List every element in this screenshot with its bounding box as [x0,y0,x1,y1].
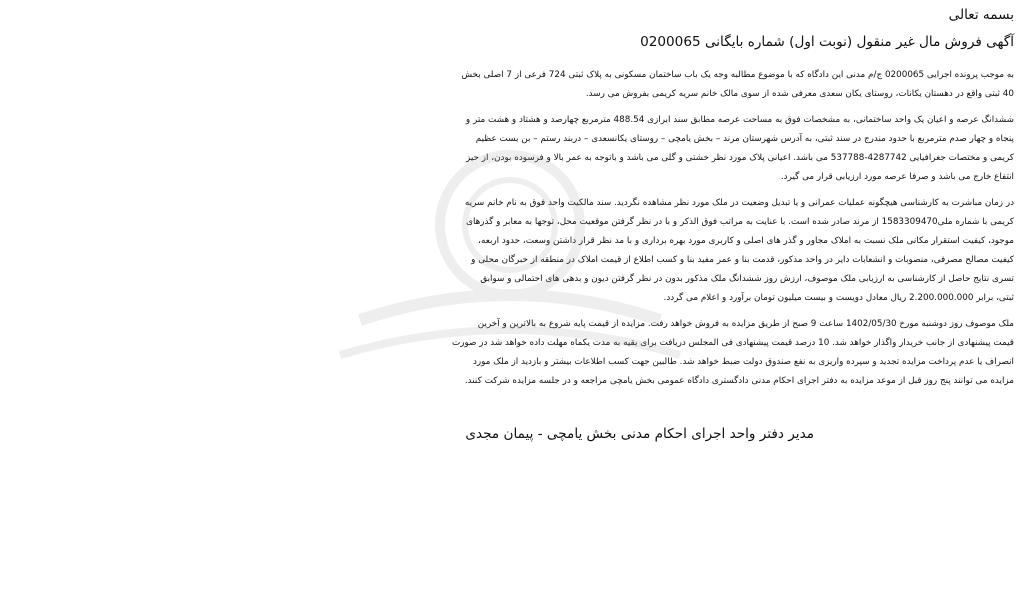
paragraph-line: ثبتی، برابر 2.200.000.000 ریال معادل دویست و بیست میلیون تومان برآورد و اعلام می گردد. [663,293,1014,303]
paragraph-line: پنجاه و چهار صدم مترمربع با حدود مندرج در سند ثبتی، به آدرس شهرستان مرند – بخش یامچی – روستای یکانسعدی – دربند رستم – بن بست عظیم [475,134,1014,144]
paragraph-line: ملک موصوف روز دوشنبه مورخ 1402/05/30 ساعت 9 صبح از طریق مزایده به فروش خواهد رفت. مزایده از قیمت پایه شروع به بالاترین و آخرین [477,319,1014,329]
paragraph-line: ششدانگ عرصه و اعیان یک واحد ساختمانی، به مشخصات فوق به مساحت عرصه مطابق سند ابرازی 488.54 مترمربع چهارصد و هشتاد و هشت متر و [465,115,1014,125]
paragraph-line: انتفاع خارج می باشد و صرفا عرصه مورد ارزیابی قرار می گیرد. [780,172,1014,182]
paragraph-line: 40 ثبتی واقع در دهستان یکانات، روستای یکان سعدی معرفی شده از سوی مالک خانم سریه کریمی بفروش می رسد. [585,89,1014,99]
paragraph-line: قیمت پیشنهادی از جانب خریدار واگذار خواهد شد. 10 درصد قیمت پیشنهادی فی المجلس دریافت برای بقیه به مدت یکماه مهلت داده خواهد شد در صورت [451,338,1014,348]
paragraph-4 [8,315,1014,391]
paragraph-1 [8,66,1014,104]
basmala: بسمه تعالی [948,7,1014,23]
paragraph-line: کیفیت مصالح مصرفی، منصوبات و انشعابات دایر در واحد مذکور، قدمت بنا و عمر مفید بنا و کسب اطلاع از قیمت املاک در منطقه از خبرگان محلی و [471,255,1014,265]
paragraph-line: تسری نتایج حاصل از کارشناسی به ارزیابی ملک موصوف، ارزش روز ششدانگ ملک مذکور بدون در نظر گرفتن دیون و بدهی های احتمالی و سوابق [480,274,1014,284]
paragraph-line: مزایده می توانند پنج روز قبل از موعد مزایده به دفتر اجرای احکام مدنی دادگستری دادگاه عمومی بخش یامچی مراجعه و در جلسه مزایده شرکت کنند. [464,376,1014,386]
paragraph-line: کریمی با شماره ملی1583309470 از مرند صادر شده است. با عنایت به مراتب فوق الذکر و با در نظر گرفتن موقعیت محل، توجها به معابر و گذرهای [466,217,1014,227]
paragraph-3 [8,194,1014,308]
notice-title: آگهی فروش مال غیر منقول (نوبت اول) شماره بایگانی 0200065 [640,34,1014,50]
paragraph-line: کریمی و مختصات جغرافیایی 4287742-537788 می باشد. اعیانی پلاک مورد نظر خشتی و گلی می باشد و باتوجه به عمر بالا و فرسوده بودن، از حیز [466,153,1014,163]
paragraph-2 [8,111,1014,187]
signature: مدیر دفتر واحد اجرای احکام مدنی بخش یامچی - پیمان مجدی [465,426,814,442]
paragraph-line: انصراف یا عدم پرداخت مزایده تجدید و سپرده واریزی به نفع صندوق دولت ضبط خواهد شد. طالبین جهت کسب اطلاعات بیشتر و بازدید از ملک مورد [472,357,1014,367]
paragraph-line: در زمان مباشرت به کارشناسی هیچگونه عملیات عمرانی و یا تبدیل وضعیت در ملک مورد نظر مشاهده نگردید. سند مالکیت واحد فوق به نام خانم سریه [464,198,1014,208]
paragraph-line: موجود، کیفیت استقرار مکانی ملک نسبت به املاک مجاور و گذر های اصلی و کاربری مورد بهره برداری و با مد نظر قرار داشتن وسعت، حدود اربعه، [478,236,1014,246]
paragraph-line: به موجب پرونده اجرایی 0200065 ج/م مدنی این دادگاه که با موضوع مطالبه وجه یک باب ساختمان مسکونی به پلاک ثبتی 724 فرعی از 7 اصلی بخش [461,70,1014,80]
